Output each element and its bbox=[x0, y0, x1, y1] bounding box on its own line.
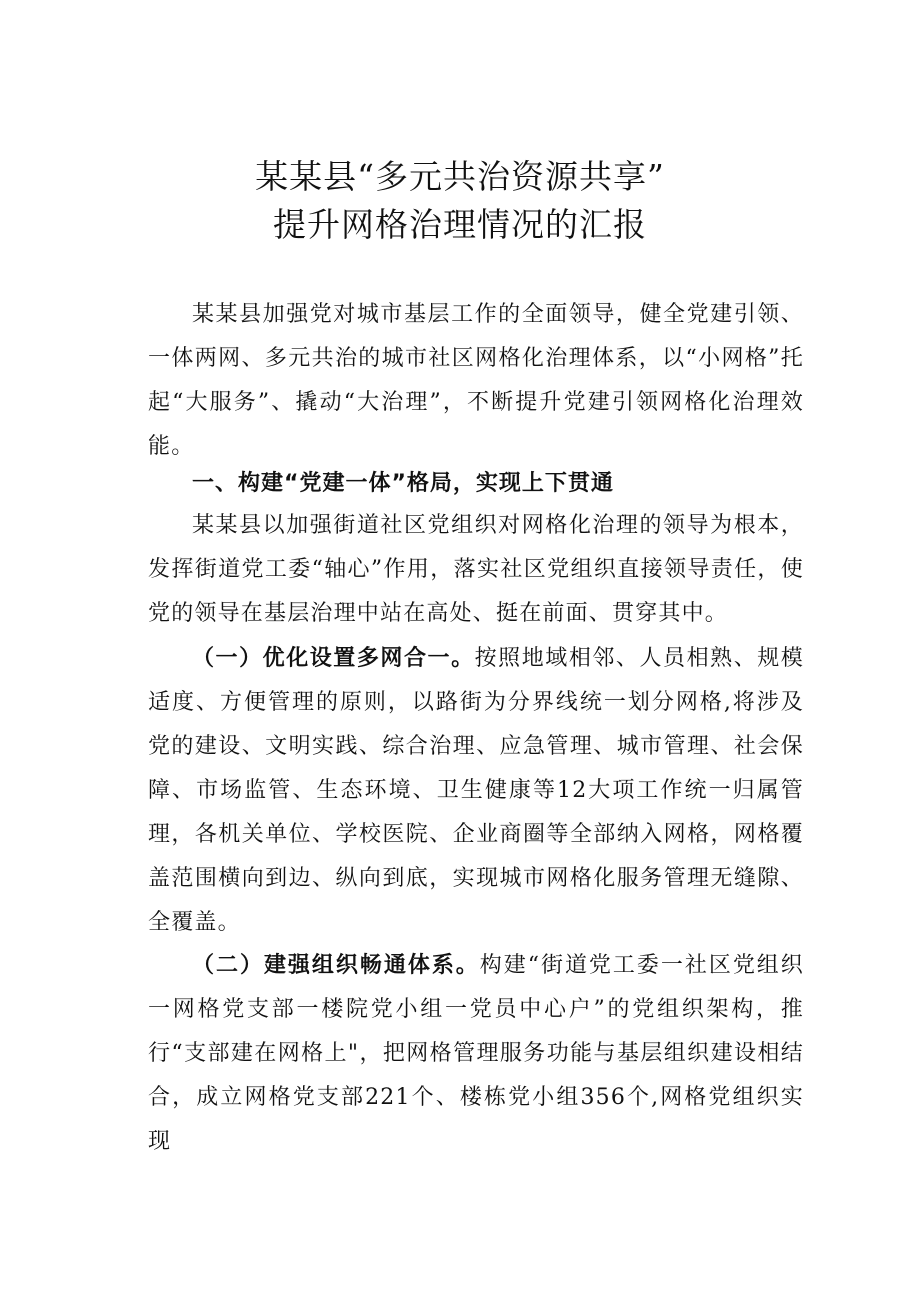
item-2-body: 构建“街道党工委一社区党组织一网格党支部一楼院党小组一党员中心户”的党组织架构，推行“支部建在网格上"，把网格管理服务功能与基层组织建设相结合，成立网格党支部221个、楼栋党小组356个,网格党组织实现 bbox=[148, 953, 804, 1154]
item-1-lead: （一）优化设置多网合一。 bbox=[192, 646, 475, 671]
item-2-paragraph bbox=[148, 944, 804, 1164]
document-title-line-2: 提升网格治理情况的汇报 bbox=[273, 205, 647, 244]
section-1-heading: 一、构建“党建一体”格局，实现上下贯通 bbox=[192, 471, 614, 496]
document-title-line-1: 某某县“多元共治资源共享” bbox=[255, 157, 665, 196]
item-1-paragraph bbox=[148, 637, 804, 945]
item-2-lead: （二）建强组织畅通体系。 bbox=[192, 953, 480, 978]
item-1-body: 按照地域相邻、人员相熟、规模适度、方便管理的原则，以路街为分界线统一划分网格,将涉及党的建设、文明实践、综合治理、应急管理、城市管理、社会保障、市场监管、生态环境、卫生健康等12大项工作统一归属管理，各机关单位、学校医院、企业商圈等全部纳入网格，网格覆盖范围横向到边、纵向到底，实现城市网格化服务管理无缝隙、全覆盖。 bbox=[148, 646, 804, 935]
section-1-paragraph: 某某县以加强街道社区党组织对网格化治理的领导为根本，发挥街道党工委“轴心”作用，落实社区党组织直接领导责任，使党的领导在基层治理中站在高处、挺在前面、贯穿其中。 bbox=[148, 513, 804, 626]
intro-paragraph: 某某县加强党对城市基层工作的全面领导，健全党建引领、一体两网、多元共治的城市社区网格化治理体系，以“小网格”托起“大服务”、撬动“大治理”，不断提升党建引领网格化治理效能。 bbox=[148, 302, 804, 459]
